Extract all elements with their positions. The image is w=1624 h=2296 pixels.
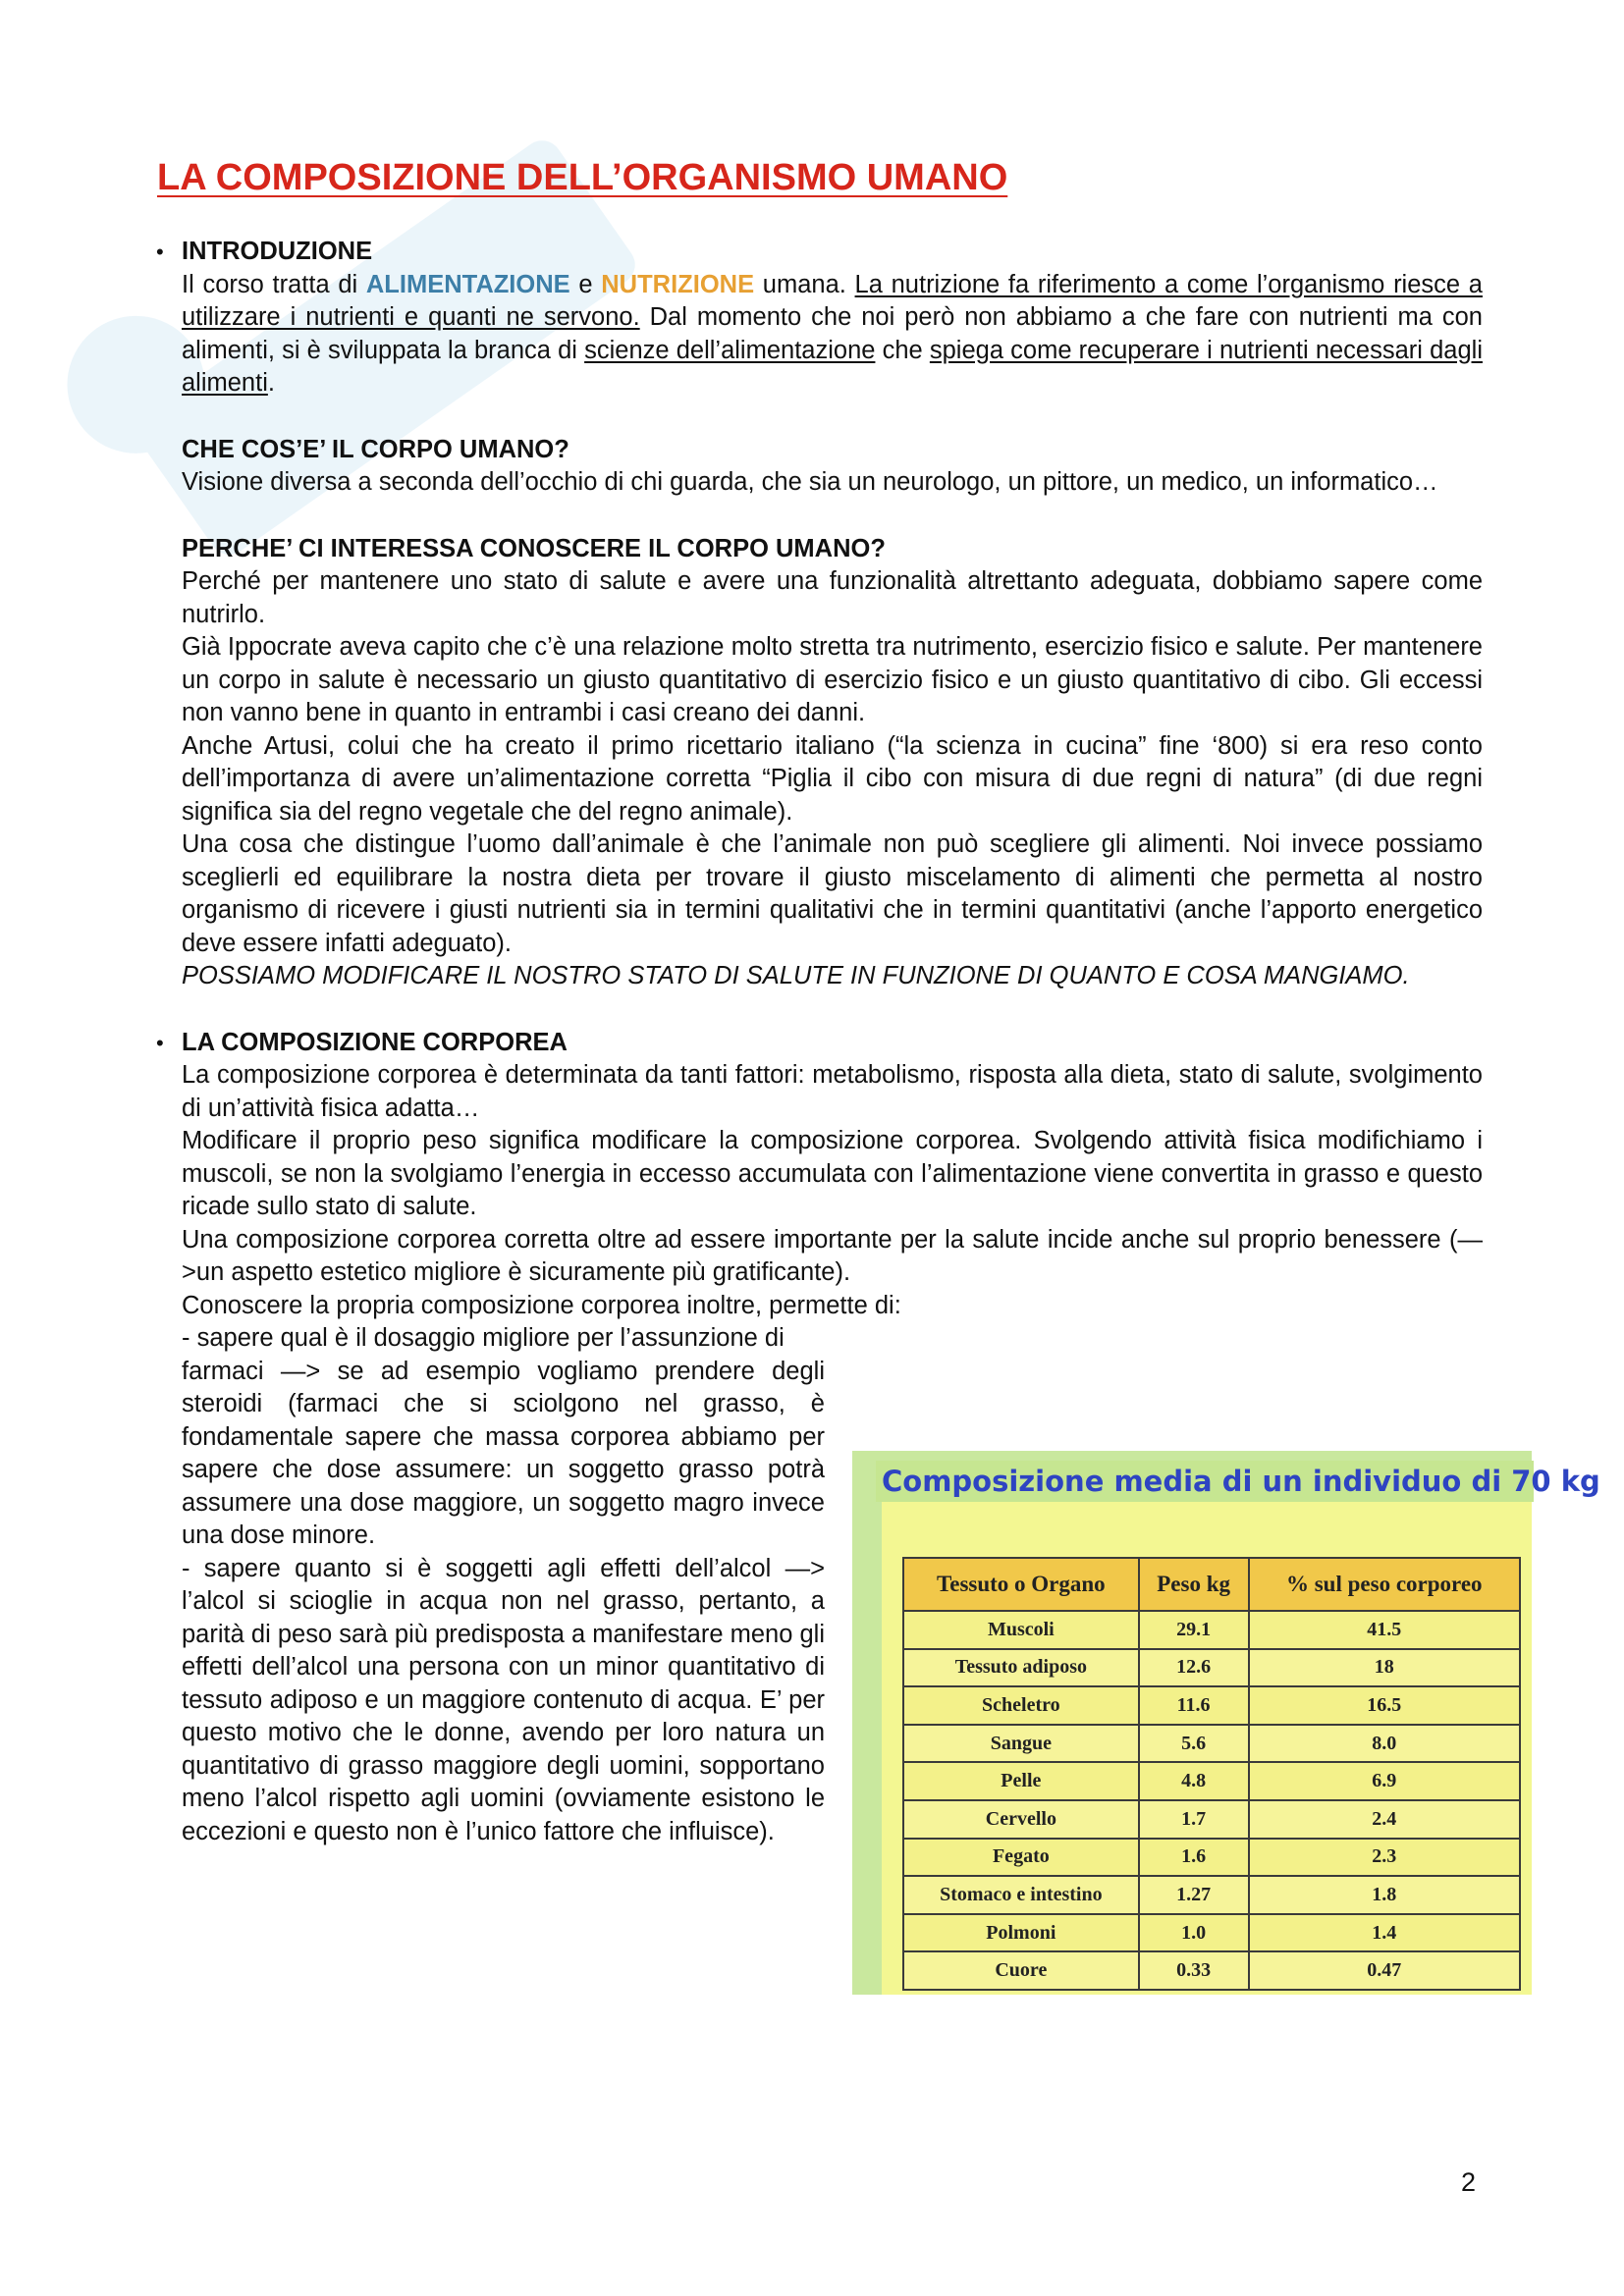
page-number: 2 xyxy=(1461,2167,1477,2197)
page-title: LA COMPOSIZIONE DELL’ORGANISMO UMANO xyxy=(157,157,1008,198)
bullet-icon: • xyxy=(156,1030,164,1055)
section-heading: LA COMPOSIZIONE CORPOREA xyxy=(182,1028,568,1056)
intro-paragraph: Il corso tratta di ALIMENTAZIONE e NUTRIZIONE umana. La nutrizione fa riferimento a come l’organismo riesce a utilizzare i nutrienti e quanti ne servono. Dal momento che noi però non abbiamo a che fare con nutrienti ma con alimenti, si è sviluppata la branca di scienze dell’alimentazione che spiega come recuperare i nutrienti necessari dagli alimenti. xyxy=(182,270,1483,397)
cell-percent: 2.3 xyxy=(1249,1839,1520,1877)
table-row xyxy=(903,1762,1520,1800)
table-header-row xyxy=(903,1558,1520,1611)
perche-paragraph-2: Già Ippocrate aveva capito che c’è una relazione molto stretta tra nutrimento, esercizio fisico e salute. Per mantenere un corpo in salute è necessario un giusto quantitativo di esercizio fisico e un giusto quantitativo di cibo. Gli eccessi non vanno bene in quanto in entrambi i casi creano dei danni. xyxy=(182,633,1483,726)
composizione-paragraph-5b: farmaci —> se ad esempio vogliamo prendere degli steroidi (farmaci che si sciolgono nel grasso, è fondamentale sapere che massa corporea abbiamo per sapere che dose assumere: un soggetto grasso potrà assumere una dose maggiore, un soggetto magro invece una dose minore. xyxy=(182,1357,825,1549)
composizione-paragraph-1: La composizione corporea è determinata da tanti fattori: metabolismo, risposta alla dieta, stato di salute, svolgimento di un’attività fisica adatta… xyxy=(182,1061,1483,1122)
perche-paragraph-3: Anche Artusi, colui che ha creato il primo ricettario italiano (“la scienza in cucina” fine ‘800) si era reso conto dell’importanza di avere un’alimentazione corretta “Piglia il cibo con misura di due regni di natura” (di due regni significa sia del regno vegetale che del regno animale). xyxy=(182,731,1483,826)
cell-weight: 1.0 xyxy=(1139,1914,1249,1952)
cell-organ: Sangue xyxy=(903,1725,1139,1763)
bullet-icon: • xyxy=(156,240,164,264)
cell-percent: 16.5 xyxy=(1249,1686,1520,1725)
section-introduzione xyxy=(156,236,1483,400)
cell-percent: 6.9 xyxy=(1249,1762,1520,1800)
cell-percent: 2.4 xyxy=(1249,1800,1520,1839)
cell-organ: Pelle xyxy=(903,1762,1139,1800)
column-header: % sul peso corporeo xyxy=(1249,1558,1520,1611)
cell-weight: 1.6 xyxy=(1139,1839,1249,1877)
cell-weight: 1.27 xyxy=(1139,1876,1249,1914)
composition-table xyxy=(902,1557,1521,1991)
table-row xyxy=(903,1725,1520,1763)
cell-organ: Fegato xyxy=(903,1839,1139,1877)
table-row xyxy=(903,1611,1520,1649)
table-row xyxy=(903,1914,1520,1952)
table-title: Composizione media di un individuo di 70 kg xyxy=(876,1461,1534,1502)
table-row xyxy=(903,1649,1520,1687)
cell-weight: 11.6 xyxy=(1139,1686,1249,1725)
cell-weight: 0.33 xyxy=(1139,1951,1249,1990)
table-background xyxy=(882,1502,1532,1995)
keyword-alimentazione: ALIMENTAZIONE xyxy=(365,270,570,298)
cell-percent: 41.5 xyxy=(1249,1611,1520,1649)
corpo-paragraph: Visione diversa a seconda dell’occhio di chi guarda, che sia un neurologo, un pittore, un medico, un informatico… xyxy=(182,468,1438,496)
composizione-paragraph-5a: - sapere qual è il dosaggio migliore per l’assunzione di xyxy=(182,1324,785,1352)
subheading-corpo-umano: CHE COS’E’ IL CORPO UMANO? xyxy=(182,435,569,463)
cell-organ: Stomaco e intestino xyxy=(903,1876,1139,1914)
composizione-paragraph-2: Modificare il proprio peso significa modificare la composizione corporea. Svolgendo attività fisica modifichiamo i muscoli, se non la svolgiamo l’energia in eccesso accumulata con l’alimentazione viene convertita in grasso e questo ricade sullo stato di salute. xyxy=(182,1127,1483,1220)
cell-percent: 18 xyxy=(1249,1649,1520,1687)
section-heading: INTRODUZIONE xyxy=(182,238,373,265)
cell-organ: Tessuto adiposo xyxy=(903,1649,1139,1687)
table-row xyxy=(903,1839,1520,1877)
column-header: Peso kg xyxy=(1139,1558,1249,1611)
cell-organ: Cuore xyxy=(903,1951,1139,1990)
composizione-paragraph-4: Conoscere la propria composizione corporea inoltre, permette di: xyxy=(182,1291,901,1319)
cell-weight: 1.7 xyxy=(1139,1800,1249,1839)
table-row xyxy=(903,1800,1520,1839)
keyword-nutrizione: NUTRIZIONE xyxy=(601,270,755,298)
cell-organ: Polmoni xyxy=(903,1914,1139,1952)
composizione-paragraph-3: Una composizione corporea corretta oltre ad essere importante per la salute incide anche sul proprio benessere (—>un aspetto estetico migliore è sicuramente più gratificante). xyxy=(182,1225,1483,1286)
cell-weight: 29.1 xyxy=(1139,1611,1249,1649)
table-row xyxy=(903,1686,1520,1725)
perche-paragraph-1: Perché per mantenere uno stato di salute e avere una funzionalità altrettanto adeguata, dobbiamo sapere come nutrirlo. xyxy=(182,567,1483,628)
table-row xyxy=(903,1951,1520,1990)
cell-percent: 1.4 xyxy=(1249,1914,1520,1952)
cell-weight: 5.6 xyxy=(1139,1725,1249,1763)
cell-organ: Muscoli xyxy=(903,1611,1139,1649)
cell-percent: 0.47 xyxy=(1249,1951,1520,1990)
perche-paragraph-4: Una cosa che distingue l’uomo dall’animale è che l’animale non può scegliere gli alimenti. Noi invece possiamo sceglierli ed equilibrare la nostra dieta per trovare il giusto miscelamento di alimenti che permetta al nostro organismo di ricevere i giusti nutrienti sia in termini qualitativi che in termini quantitativi (anche l’apporto energetico deve essere infatti adeguato). xyxy=(182,830,1483,957)
subheading-perche: PERCHE’ CI INTERESSA CONOSCERE IL CORPO UMANO? xyxy=(182,534,886,562)
composition-table-figure xyxy=(852,1451,1600,1995)
perche-paragraph-5: POSSIAMO MODIFICARE IL NOSTRO STATO DI SALUTE IN FUNZIONE DI QUANTO E COSA MANGIAMO. xyxy=(182,962,1410,989)
cell-organ: Cervello xyxy=(903,1800,1139,1839)
cell-weight: 4.8 xyxy=(1139,1762,1249,1800)
cell-weight: 12.6 xyxy=(1139,1649,1249,1687)
column-header: Tessuto o Organo xyxy=(903,1558,1139,1611)
cell-organ: Scheletro xyxy=(903,1686,1139,1725)
cell-percent: 8.0 xyxy=(1249,1725,1520,1763)
cell-percent: 1.8 xyxy=(1249,1876,1520,1914)
composizione-paragraph-6: - sapere quanto si è soggetti agli effetti dell’alcol —> l’alcol si scioglie in acqua non nel grasso, pertanto, a parità di peso sarà più predisposta a manifestare meno gli effetti dell’alcol una persona con un minor quantitativo di tessuto adiposo e un maggiore contenuto di acqua. E’ per questo motivo che le donne, avendo per loro natura un quantitativo di grasso maggiore degli uomini, sopportano meno l’alcol rispetto agli uomini (ovviamente esistono le eccezioni e questo non è l’unico fattore che influisce). xyxy=(182,1554,825,1845)
table-row xyxy=(903,1876,1520,1914)
